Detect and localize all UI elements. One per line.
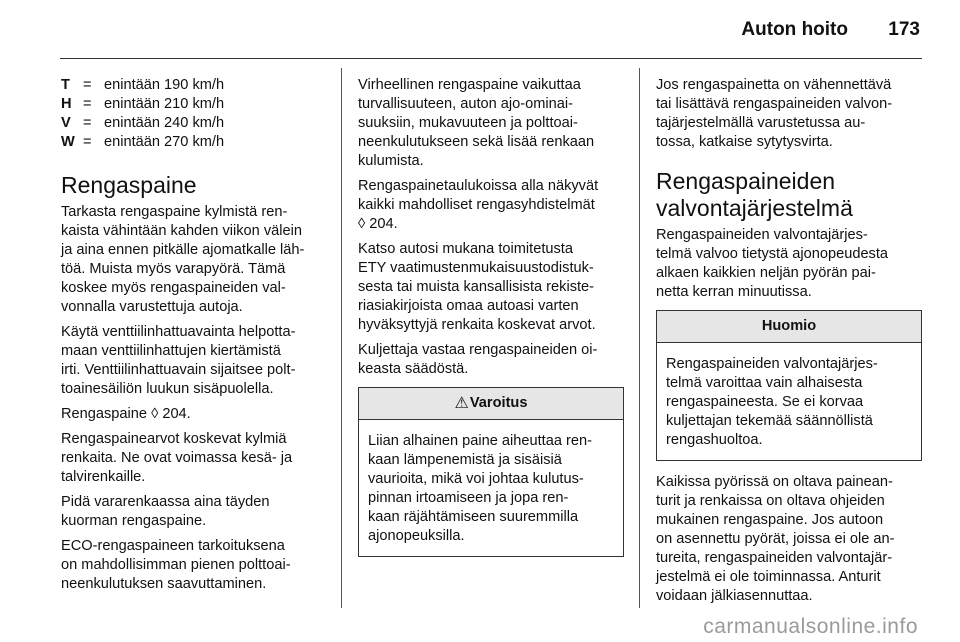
equals-sign: = — [83, 134, 92, 150]
paragraph: Pidä vararenkaassa aina täyden kuorman rengaspaine. — [61, 494, 270, 529]
table-row — [61, 95, 281, 114]
column-left — [61, 76, 327, 600]
speed-value: enintään 240 km/h — [104, 115, 225, 131]
paragraph: Kaikissa pyörissä on oltava painean- turit ja renkaissa on oltava ohjeiden mukainen rengaspaine. Jos autoon on asennettu pyörät, joissa ei ole an- tureita, rengaspaineiden valvontajär- jestelmä ei ole toiminnassa. Anturit voidaan jälkiasennuttaa. — [656, 474, 895, 604]
section-heading-tire-pressure: Rengaspaine — [61, 172, 197, 198]
paragraph: ECO-rengaspaineen tarkoituksena on mahdollisimman pienen polttoai- neenkulutuksen saavuttaminen. — [61, 538, 291, 592]
warning-text: Liian alhainen paine aiheuttaa ren- kaan lämpenemistä ja sisäisiä vaurioita, mikä voi johtaa kulutus- pinnan irtoamiseen ja jopa ren- kaan räjähtämiseen suuremmilla ajonopeuksilla. — [368, 433, 592, 544]
equals-sign: = — [83, 115, 92, 131]
note-text: Rengaspaineiden valvontajärjes- telmä varoittaa vain alhaisesta rengaspaineesta. Se ei korvaa kuljettajan tekemää säännöllistä rengashuoltoa. — [666, 356, 878, 448]
page-header — [0, 0, 960, 60]
column-divider-1 — [341, 68, 342, 608]
header-divider — [60, 58, 922, 59]
paragraph: Rengaspainearvot koskevat kylmiä renkaita. Ne ovat voimassa kesä- ja talvirenkaille. — [61, 431, 293, 485]
section-title: Auton hoito — [741, 19, 848, 40]
table-row — [61, 133, 281, 152]
note-title: Huomio — [657, 311, 921, 343]
paragraph: Katso autosi mukana toimitetusta ETY vaatimustenmukaisuustodistuk- sesta tai muista kansallisista rekiste- riasiakirjoista omaa autoasi varten hyväksyttyjä renkaita koskevat arvot. — [358, 241, 596, 333]
equals-sign: = — [83, 77, 92, 93]
note-box — [656, 310, 922, 461]
speed-value: enintään 190 km/h — [104, 77, 225, 93]
paragraph: Kuljettaja vastaa rengaspaineiden oi- keasta säädöstä. — [358, 342, 598, 377]
column-right — [656, 76, 922, 612]
cross-reference: Rengaspaine ◊ 204. — [61, 406, 191, 422]
page-number: 173 — [888, 19, 920, 40]
speed-value: enintään 210 km/h — [104, 96, 225, 112]
watermark: carmanualsonline.info — [703, 615, 918, 638]
speed-code: V — [61, 115, 71, 131]
speed-value: enintään 270 km/h — [104, 134, 225, 150]
warning-title: Varoitus — [469, 395, 528, 411]
paragraph: Jos rengaspainetta on vähennettävä tai lisättävä rengaspaineiden valvon- tajärjestelmällä varustetussa au- tossa, katkaise sytytysvirta. — [656, 77, 893, 150]
paragraph: Tarkasta rengaspaine kylmistä ren- kaista vähintään kahden viikon välein ja aina ennen pitkälle ajomatkalle läh- töä. Muista myös varapyörä. Tämä koskee myös rengaspaineiden val- vonnalla varustettuja autoja. — [61, 204, 305, 315]
speed-code: H — [61, 96, 72, 112]
warning-box — [358, 387, 624, 557]
section-heading-tpms: Rengaspaineiden valvontajärjestelmä — [656, 168, 853, 221]
paragraph: Rengaspaineiden valvontajärjes- telmä valvoo tietystä ajonopeudesta alkaen kaikkien neljän pyörän pai- netta kerran minuutissa. — [656, 227, 889, 300]
paragraph: Käytä venttiilinhattuavainta helpotta- maan venttiilinhattujen kiertämistä irti. Venttiilinhattuavain sijaitsee polt- toainesäiliön luukun sisäpuolella. — [61, 324, 296, 397]
column-middle — [358, 76, 624, 569]
column-divider-2 — [639, 68, 640, 608]
warning-header — [359, 388, 623, 420]
speed-code: T — [61, 77, 70, 93]
table-row — [61, 76, 281, 95]
speed-rating-table — [61, 76, 281, 152]
paragraph: Rengaspainetaulukoissa alla näkyvät kaikki mahdolliset rengasyhdistelmät ◊ 204. — [358, 178, 599, 232]
paragraph: Virheellinen rengaspaine vaikuttaa turvallisuuteen, auton ajo-ominai- suuksiin, mukavuuteen ja polttoai- neenkulutukseen sekä lisää renkaan kulumista. — [358, 77, 595, 169]
equals-sign: = — [83, 96, 92, 112]
table-row — [61, 114, 281, 133]
warning-triangle-icon: ⚠ — [454, 395, 469, 412]
speed-code: W — [61, 134, 75, 150]
